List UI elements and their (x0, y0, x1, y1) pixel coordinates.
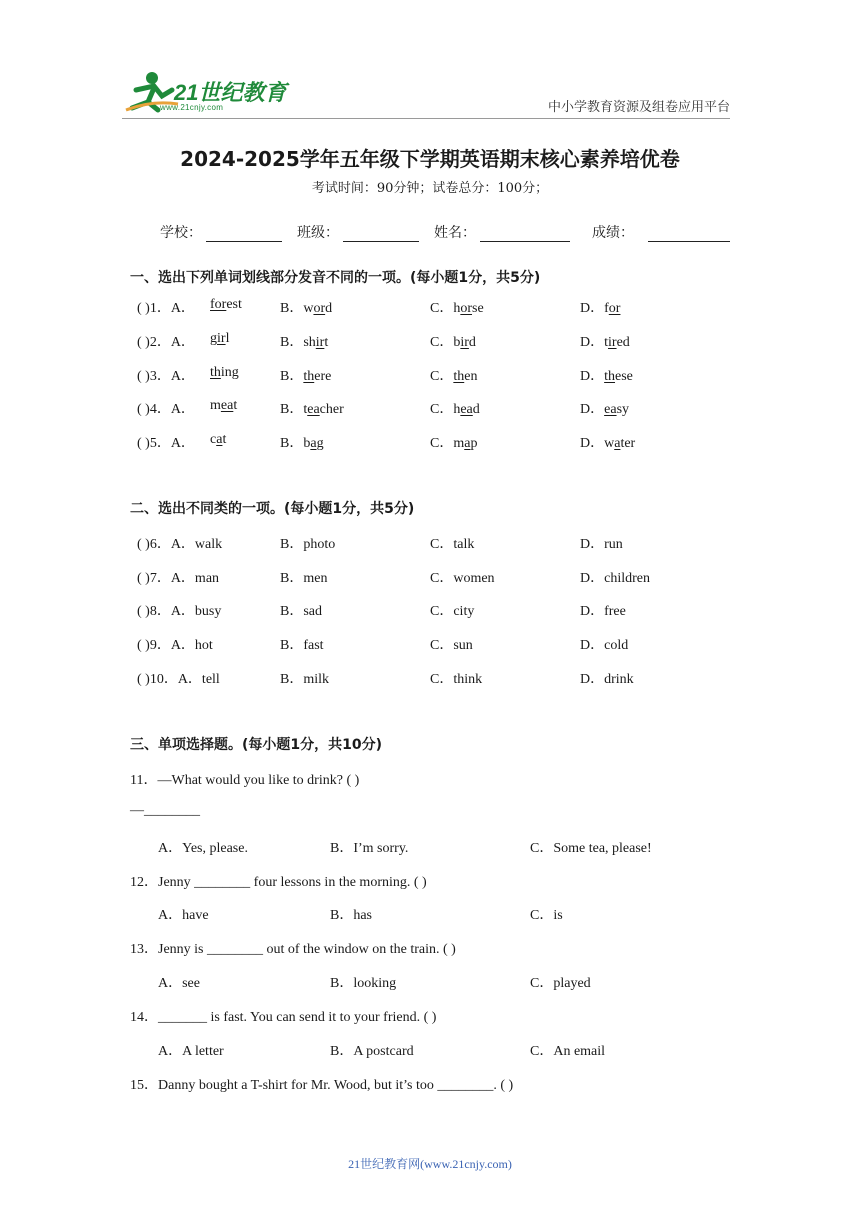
word-part: ing (220, 365, 239, 380)
page-footer: 21世纪教育网(www.21cnjy.com) (348, 1157, 512, 1171)
underlined-sound: a (614, 436, 621, 451)
word-part: c (210, 432, 217, 447)
question-14: 14．_______ is fast. You can send it to your friend. ( ) (130, 1010, 437, 1025)
underlined-sound: or (313, 301, 326, 316)
word-part: l (225, 331, 230, 346)
word-part: sy (616, 402, 630, 417)
underlined-sound: a (310, 436, 317, 451)
q14-option-a[interactable]: A．A letter (158, 1044, 224, 1059)
q13-option-c[interactable]: C．played (530, 976, 591, 991)
name-field[interactable]: 姓名： (434, 222, 570, 242)
q1-option-c[interactable] (430, 297, 484, 317)
underlined-sound: ea (460, 402, 473, 417)
q9-option-b[interactable]: B．fast (280, 638, 324, 653)
q8-option-d[interactable]: D．free (580, 604, 626, 619)
question-7-option-a[interactable]: ( )7．A．man (137, 571, 220, 586)
word-part: t (233, 398, 238, 413)
q3-option-c[interactable] (430, 365, 477, 385)
word-part: D． (580, 402, 605, 417)
word-part: C．h (430, 301, 461, 316)
word-part: g (316, 436, 324, 451)
word-part: cher (319, 402, 344, 417)
underlined-sound: ir (315, 335, 325, 350)
word-part: g (210, 331, 217, 346)
word-part: B．b (280, 436, 311, 451)
question-9-option-a[interactable]: ( )9．A．hot (137, 638, 213, 653)
word-part: C．m (430, 436, 465, 451)
page-title: 2024-2025学年五年级下学期英语期末核心素养培优卷 (180, 147, 680, 171)
question-10-option-a[interactable]: ( )10．A．tell (137, 672, 220, 687)
q13-option-a[interactable]: A．see (158, 976, 200, 991)
q11-option-c[interactable]: C．Some tea, please! (530, 841, 652, 856)
q5-option-c[interactable] (430, 432, 477, 452)
q4-option-d[interactable] (580, 398, 629, 418)
q10-option-c[interactable]: C．think (430, 672, 483, 687)
underlined-sound: ea (307, 402, 320, 417)
question-4-number: ( )4．A． (137, 402, 195, 417)
q7-option-b[interactable]: B．men (280, 571, 328, 586)
q8-option-c[interactable]: C．city (430, 604, 475, 619)
q1-option-a[interactable] (210, 297, 242, 313)
q7-option-c[interactable]: C．women (430, 571, 495, 586)
underlined-sound: or (460, 301, 473, 316)
q4-option-a[interactable] (210, 398, 237, 414)
q12-option-a[interactable]: A．have (158, 908, 209, 923)
q2-option-c[interactable] (430, 331, 476, 351)
word-part: ere (314, 369, 332, 384)
q12-option-c[interactable]: C．is (530, 908, 563, 923)
q3-option-d[interactable] (580, 365, 633, 385)
question-15: 15．Danny bought a T-shirt for Mr. Wood, but it’s too ________. ( ) (130, 1078, 514, 1093)
word-part: D． (580, 369, 605, 384)
underlined-sound: ir (217, 331, 226, 346)
section3-heading: 三、单项选择题。(每小题1分，共10分) (130, 737, 383, 753)
underlined-sound: ea (604, 402, 617, 417)
underlined-sound: ir (608, 335, 617, 350)
q4-option-c[interactable] (430, 398, 480, 418)
q9-option-c[interactable]: C．sun (430, 638, 473, 653)
question-6-option-a[interactable]: ( )6．A．walk (137, 537, 223, 552)
underlined-sound: th (303, 369, 315, 384)
q6-option-b[interactable]: B．photo (280, 537, 336, 552)
underlined-sound: for (210, 297, 227, 312)
underlined-sound: a (464, 436, 471, 451)
q3-option-a[interactable] (210, 365, 239, 381)
word-part: d (325, 301, 333, 316)
question-8-option-a[interactable]: ( )8．A．busy (137, 604, 222, 619)
q2-option-a[interactable] (210, 331, 229, 347)
word-part: t (324, 335, 329, 350)
q6-option-d[interactable]: D．run (580, 537, 623, 552)
underlined-sound: th (210, 365, 221, 380)
word-part: d (472, 402, 480, 417)
q10-option-b[interactable]: B．milk (280, 672, 330, 687)
logo-text: 21世纪教育 (174, 80, 287, 105)
section1-heading: 一、选出下列单词划线部分发音不同的一项。(每小题1分，共5分) (130, 270, 541, 286)
q6-option-c[interactable]: C．talk (430, 537, 475, 552)
header-divider (122, 118, 730, 119)
word-part: m (210, 398, 221, 413)
word-part: B．t (280, 402, 308, 417)
q13-option-b[interactable]: B．looking (330, 976, 397, 991)
q8-option-b[interactable]: B．sad (280, 604, 322, 619)
class-field[interactable]: 班级： (297, 222, 419, 242)
question-13: 13．Jenny is ________ out of the window on the train. ( ) (130, 942, 456, 957)
score-field[interactable]: 成绩： (592, 222, 730, 242)
word-part: B．w (280, 301, 314, 316)
question-2-number: ( )2．A． (137, 335, 195, 350)
question-11-response: —________ (130, 803, 200, 818)
question-1-number: ( )1．A． (137, 301, 195, 316)
word-part: ese (615, 369, 633, 384)
underlined-sound: th (453, 369, 465, 384)
q4-option-b[interactable] (280, 398, 344, 418)
q1-option-b[interactable] (280, 297, 332, 317)
platform-label: 中小学教育资源及组卷应用平台 (547, 100, 730, 115)
q1-option-d[interactable] (580, 297, 620, 317)
underlined-sound: a (216, 432, 223, 447)
word-part: t (222, 432, 227, 447)
exam-subtitle: 考试时间：90分钟；试卷总分：100分； (311, 181, 549, 196)
q12-option-b[interactable]: B．has (330, 908, 372, 923)
q14-option-b[interactable]: B．A postcard (330, 1044, 414, 1059)
question-11: 11．—What would you like to drink? ( ) (130, 773, 360, 788)
word-part: D．t (580, 335, 608, 350)
word-part: se (472, 301, 484, 316)
word-part: C． (430, 369, 454, 384)
word-part: ed (616, 335, 630, 350)
q9-option-d[interactable]: D．cold (580, 638, 629, 653)
word-part: d (468, 335, 476, 350)
q14-option-c[interactable]: C．An email (530, 1044, 606, 1059)
q5-option-a[interactable] (210, 432, 226, 448)
section2-heading: 二、选出不同类的一项。(每小题1分，共5分) (130, 501, 415, 517)
underlined-sound: or (608, 301, 621, 316)
question-5-number: ( )5．A． (137, 436, 195, 451)
q11-option-a[interactable]: A．Yes, please. (158, 841, 248, 856)
word-part: C．b (430, 335, 461, 350)
word-part: p (470, 436, 478, 451)
q7-option-d[interactable]: D．children (580, 571, 650, 586)
word-part: C．h (430, 402, 461, 417)
question-3-number: ( )3．A． (137, 369, 195, 384)
word-part: B．sh (280, 335, 316, 350)
underlined-sound: ea (220, 398, 234, 413)
q2-option-d[interactable] (580, 331, 630, 351)
question-12: 12．Jenny ________ four lessons in the morning. ( ) (130, 875, 427, 890)
q3-option-b[interactable] (280, 365, 331, 385)
q5-option-d[interactable] (580, 432, 635, 452)
word-part: ter (620, 436, 636, 451)
word-part: B． (280, 369, 304, 384)
word-part: est (226, 297, 242, 312)
school-field[interactable]: 学校： (160, 222, 282, 242)
q2-option-b[interactable] (280, 331, 328, 351)
word-part: D．w (580, 436, 615, 451)
underlined-sound: th (604, 369, 616, 384)
q11-option-b[interactable]: B．I’m sorry. (330, 841, 409, 856)
q10-option-d[interactable]: D．drink (580, 672, 634, 687)
q5-option-b[interactable] (280, 432, 324, 452)
underlined-sound: ir (460, 335, 469, 350)
word-part: en (464, 369, 478, 384)
word-part: D．f (580, 301, 609, 316)
logo-url: www.21cnjy.com (160, 103, 224, 112)
